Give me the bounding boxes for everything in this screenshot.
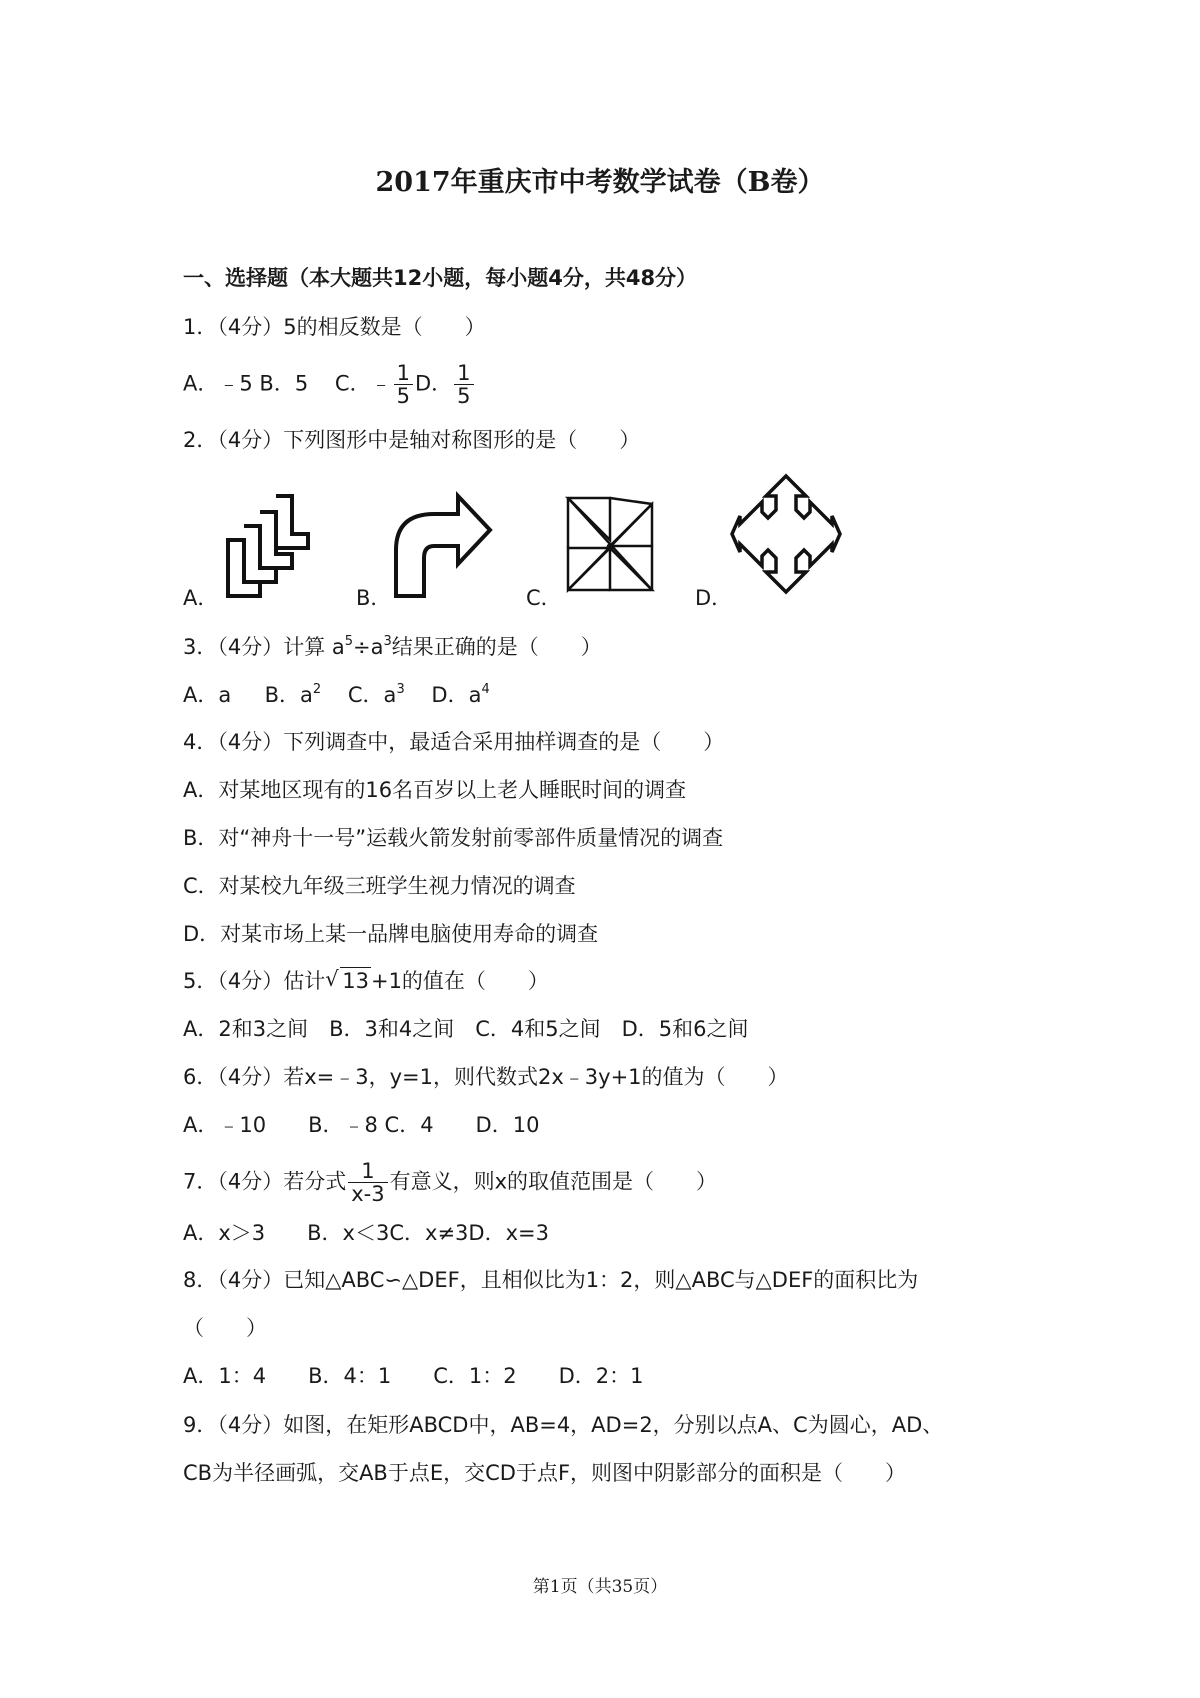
question-4-stem: 4．（4分）下列调查中，最适合采用抽样调查的是（ ） — [183, 730, 725, 754]
question-7-stem — [183, 1160, 717, 1205]
q3-stem-part: ÷a — [353, 635, 384, 659]
question-6-options: A．﹣10 B．﹣8 C．4 D．10 — [183, 1113, 540, 1137]
q4-option-c: C．对某校九年级三班学生视力情况的调查 — [183, 874, 576, 898]
question-6-stem: 6．（4分）若x=﹣3，y=1，则代数式2x﹣3y+1的值为（ ） — [183, 1065, 789, 1089]
question-8-stem: 8．（4分）已知△ABC∽△DEF，且相似比为1：2，则△ABC与△DEF的面积比为 — [183, 1268, 919, 1292]
exponent: 3 — [383, 634, 392, 649]
question-5-options: A．2和3之间 B．3和4之间 C．4和5之间 D．5和6之间 — [183, 1017, 749, 1041]
radical-sign: √ — [325, 967, 339, 991]
figure-c-pinwheel-icon — [560, 490, 660, 598]
q1-option-d-prefix: D． — [414, 371, 453, 396]
q4-option-b: B．对“神舟十一号”运载火箭发射前零部件质量情况的调查 — [183, 826, 724, 850]
q1-option-d-fraction — [454, 362, 473, 407]
q3-option-c: C．a — [347, 683, 397, 707]
q1-option-c-fraction — [394, 362, 413, 407]
figure-b-label: B． — [356, 586, 392, 610]
q7-stem-part: 7．（4分）若分式 — [183, 1169, 347, 1194]
q1-option-a: A．﹣5 — [183, 371, 253, 396]
q3-option-d: D．a — [431, 683, 482, 707]
radicand: 13 — [342, 969, 369, 993]
fraction-numerator: 1 — [361, 1159, 375, 1183]
q3-option-b: B．a — [264, 683, 313, 707]
figure-d-label: D． — [695, 586, 733, 610]
question-1-stem: 1．（4分）5的相反数是（ ） — [183, 315, 486, 339]
q7-fraction — [348, 1160, 387, 1205]
figure-d-four-arrow-cross-icon — [728, 472, 844, 596]
section-heading: 一、选择题（本大题共12小题，每小题4分，共48分） — [183, 266, 698, 290]
exponent: 2 — [312, 682, 322, 697]
figure-b-curved-arrow-icon — [390, 488, 496, 602]
question-1-options — [183, 362, 476, 407]
q5-stem-part: 5．（4分）估计 — [183, 969, 326, 993]
exponent: 5 — [344, 634, 354, 649]
figure-a-label: A． — [183, 586, 219, 610]
question-9-stem-continued: CB为半径画弧，交AB于点E，交CD于点F，则图中阴影部分的面积是（ ） — [183, 1461, 907, 1485]
question-2-stem: 2．（4分）下列图形中是轴对称图形的是（ ） — [183, 428, 641, 452]
question-8-options: A．1：4 B．4：1 C．1：2 D．2：1 — [183, 1364, 644, 1388]
q4-option-a: A．对某地区现有的16名百岁以上老人睡眠时间的调查 — [183, 778, 687, 802]
question-8-stem-continued: （ ） — [183, 1316, 267, 1340]
q5-stem-part: +1的值在（ ） — [370, 969, 549, 993]
q1-option-b: B．5 — [259, 371, 309, 396]
q3-stem-part: 3．（4分）计算 a — [183, 635, 345, 659]
fraction-numerator: 1 — [396, 361, 410, 385]
q3-stem-part: 结果正确的是（ ） — [391, 635, 602, 659]
q4-option-d: D．对某市场上某一品牌电脑使用寿命的调查 — [183, 922, 599, 946]
question-9-stem: 9．（4分）如图，在矩形ABCD中，AB=4，AD=2，分别以点A、C为圆心，AD、 — [183, 1413, 944, 1437]
page-title: 2017年重庆市中考数学试卷（B卷） — [375, 167, 825, 198]
question-3-options — [183, 680, 490, 710]
question-7-options: A．x＞3 B．x＜3C．x≠3D．x=3 — [183, 1221, 549, 1245]
fraction-denominator: 5 — [394, 384, 413, 407]
question-5-stem — [183, 966, 549, 996]
q1-option-c-prefix: C．﹣ — [334, 371, 392, 396]
figure-a-stacked-l-shapes-icon — [222, 490, 314, 602]
fraction-denominator: x-3 — [348, 1182, 387, 1205]
fraction-denominator: 5 — [454, 384, 473, 407]
square-root — [325, 966, 371, 996]
q3-option-a: A．a — [183, 683, 232, 707]
page-footer: 第1页（共35页） — [532, 1577, 668, 1597]
exponent: 4 — [481, 682, 490, 697]
figure-c-label: C． — [526, 586, 562, 610]
question-3-stem — [183, 632, 602, 662]
fraction-numerator: 1 — [457, 361, 471, 385]
q7-stem-part: 有意义，则x的取值范围是（ ） — [389, 1169, 718, 1194]
exponent: 3 — [396, 682, 405, 697]
